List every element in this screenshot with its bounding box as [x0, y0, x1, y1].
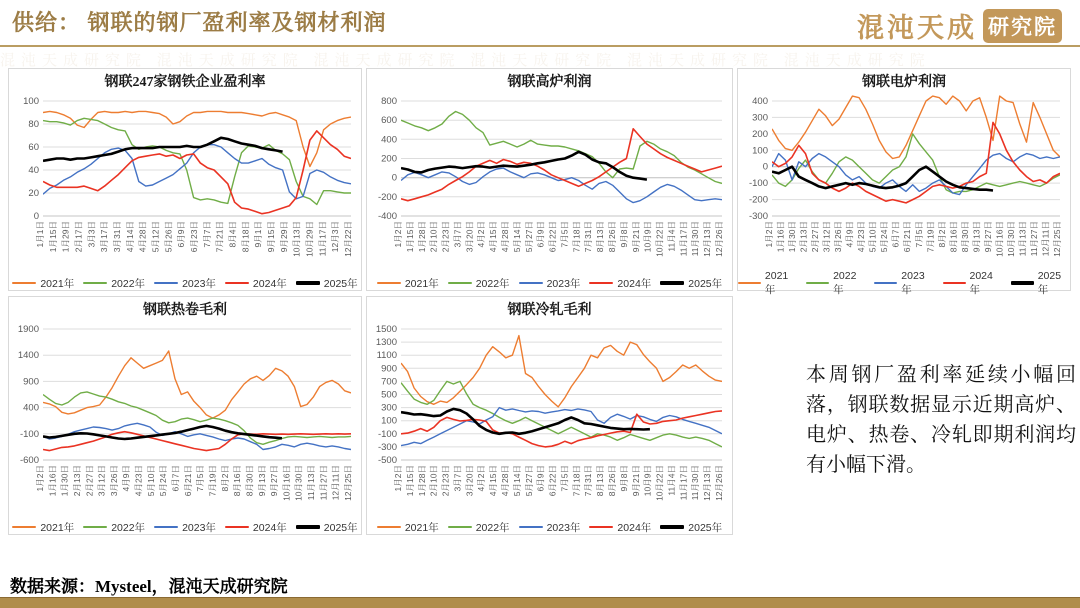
svg-text:8月13日: 8月13日 [595, 221, 606, 253]
legend-swatch [83, 282, 107, 285]
svg-text:7月21日: 7月21日 [214, 221, 225, 253]
legend-label: 2022年 [475, 277, 510, 290]
legend-swatch [377, 282, 401, 285]
svg-text:4月9日: 4月9日 [844, 221, 855, 248]
legend-label: 2023年 [546, 521, 581, 534]
svg-text:100: 100 [752, 145, 768, 157]
chart-electric-furnace-profit [737, 68, 1071, 296]
svg-text:12月26日: 12月26日 [714, 221, 724, 257]
svg-text:11月13日: 11月13日 [1017, 221, 1028, 257]
svg-text:5月24日: 5月24日 [879, 221, 890, 253]
svg-text:12月26日: 12月26日 [714, 465, 724, 501]
svg-text:5月12日: 5月12日 [150, 221, 161, 253]
svg-text:-400: -400 [377, 211, 397, 222]
legend-swatch [377, 526, 401, 529]
svg-text:8月4日: 8月4日 [227, 221, 238, 248]
svg-text:7月5日: 7月5日 [559, 465, 570, 492]
legend-label: 2025年 [688, 277, 723, 290]
svg-text:9月8日: 9月8日 [618, 465, 629, 492]
svg-text:8月2日: 8月2日 [936, 221, 947, 248]
legend-item [660, 520, 722, 535]
chart-canvas [9, 323, 359, 512]
svg-text:4月9日: 4月9日 [121, 465, 132, 492]
svg-text:60: 60 [28, 142, 39, 153]
svg-text:9月21日: 9月21日 [630, 221, 641, 253]
svg-text:6月9日: 6月9日 [535, 221, 546, 248]
svg-text:3月7日: 3月7日 [452, 465, 463, 492]
commentary-text: 本周钢厂盈利率延续小幅回落，钢联数据显示近期高炉、电炉、热卷、冷轧即期利润均有小幅下滑。 [806, 364, 1076, 476]
svg-text:1400: 1400 [17, 350, 39, 362]
svg-text:11月27日: 11月27日 [318, 465, 329, 501]
legend-swatch [448, 526, 472, 529]
svg-text:400: 400 [23, 402, 39, 414]
svg-text:4月23日: 4月23日 [133, 465, 144, 497]
svg-text:8月13日: 8月13日 [595, 465, 606, 497]
svg-text:9月27日: 9月27日 [982, 221, 993, 253]
svg-text:1月16日: 1月16日 [47, 465, 58, 497]
svg-text:6月23日: 6月23日 [189, 221, 199, 253]
legend-swatch [1011, 281, 1034, 285]
svg-text:2月27日: 2月27日 [84, 465, 95, 497]
legend-item [154, 520, 216, 535]
legend-swatch [738, 282, 761, 285]
svg-text:9月21日: 9月21日 [630, 465, 641, 497]
svg-text:11月30日: 11月30日 [690, 465, 701, 501]
legend-swatch [519, 282, 543, 285]
chart-canvas [9, 95, 359, 268]
svg-text:6月21日: 6月21日 [182, 465, 193, 497]
svg-text:7月18日: 7月18日 [571, 221, 582, 253]
chart-legend [9, 517, 361, 537]
svg-text:12月11日: 12月11日 [330, 465, 341, 501]
svg-text:10月16日: 10月16日 [994, 221, 1005, 257]
svg-text:1月15日: 1月15日 [404, 465, 415, 497]
legend-label: 2024年 [252, 277, 287, 290]
svg-text:5月24日: 5月24日 [158, 465, 169, 497]
svg-text:3月31日: 3月31日 [112, 221, 122, 253]
svg-text:-500: -500 [377, 455, 397, 466]
svg-text:3月20日: 3月20日 [464, 221, 475, 253]
header-divider [0, 45, 1080, 47]
legend-swatch [296, 525, 320, 529]
legend-item [83, 276, 145, 291]
svg-text:5月27日: 5月27日 [523, 465, 534, 497]
svg-text:4月2日: 4月2日 [476, 465, 487, 492]
svg-text:40: 40 [28, 165, 39, 176]
svg-text:-200: -200 [377, 191, 397, 203]
legend-item [660, 276, 722, 291]
legend-item [154, 276, 216, 291]
svg-text:400: 400 [752, 96, 768, 107]
svg-text:8月18日: 8月18日 [240, 220, 251, 253]
chart-title: 钢联电炉利润 [862, 75, 946, 90]
svg-text:2月13日: 2月13日 [798, 221, 809, 253]
svg-text:5月27日: 5月27日 [523, 221, 534, 253]
legend-label: 2024年 [617, 521, 652, 534]
svg-text:2月23日: 2月23日 [440, 221, 451, 253]
footer-bar [0, 597, 1080, 608]
svg-text:1100: 1100 [376, 350, 397, 362]
svg-text:12月22日: 12月22日 [343, 221, 353, 257]
data-source: 数据来源：Mysteel，混沌天成研究院 [10, 577, 288, 596]
svg-text:9月13日: 9月13日 [971, 221, 982, 253]
legend-label: 2021年 [40, 277, 75, 290]
svg-text:8月30日: 8月30日 [959, 220, 970, 253]
svg-text:1月30日: 1月30日 [59, 465, 70, 497]
svg-text:1月1日: 1月1日 [35, 221, 45, 248]
svg-text:80: 80 [28, 119, 39, 130]
svg-text:4月15日: 4月15日 [488, 465, 499, 497]
legend-item [12, 520, 74, 535]
svg-text:-100: -100 [377, 428, 397, 440]
svg-text:2月17日: 2月17日 [73, 221, 84, 253]
svg-text:3月12日: 3月12日 [96, 465, 107, 497]
svg-text:200: 200 [752, 128, 768, 140]
svg-text:4月28日: 4月28日 [137, 221, 148, 253]
legend-item [1011, 270, 1070, 297]
svg-text:12月25日: 12月25日 [1052, 221, 1062, 257]
svg-text:10月30日: 10月30日 [293, 465, 304, 501]
svg-text:7月7日: 7月7日 [201, 221, 212, 248]
svg-text:4月23日: 4月23日 [856, 221, 867, 253]
svg-text:100: 100 [23, 96, 39, 107]
svg-text:2月27日: 2月27日 [810, 221, 821, 253]
svg-text:6月22日: 6月22日 [547, 221, 558, 253]
svg-text:9月8日: 9月8日 [618, 221, 629, 248]
svg-text:0: 0 [33, 211, 39, 222]
chart-hot-rolled-margin [8, 296, 362, 535]
legend-item [225, 520, 287, 535]
legend-label: 2025年 [1037, 269, 1062, 296]
svg-text:11月4日: 11月4日 [666, 221, 677, 252]
svg-text:-300: -300 [377, 441, 397, 453]
svg-text:7月5日: 7月5日 [195, 465, 206, 492]
svg-text:1月28日: 1月28日 [416, 465, 427, 497]
svg-text:11月13日: 11月13日 [306, 465, 316, 501]
svg-text:5月26日: 5月26日 [163, 221, 174, 253]
chart-title: 钢联高炉利润 [507, 75, 592, 90]
svg-text:9月15日: 9月15日 [266, 221, 276, 253]
legend-label: 2023年 [901, 269, 925, 296]
svg-text:1月29日: 1月29日 [60, 221, 71, 253]
svg-text:12月13日: 12月13日 [702, 465, 713, 501]
svg-text:8月26日: 8月26日 [607, 221, 617, 253]
svg-text:11月4日: 11月4日 [666, 465, 677, 496]
svg-text:1月2日: 1月2日 [764, 221, 774, 248]
svg-text:2月13日: 2月13日 [72, 465, 82, 497]
svg-text:1月2日: 1月2日 [393, 221, 403, 248]
svg-text:5月10日: 5月10日 [145, 465, 156, 497]
svg-text:3月12日: 3月12日 [821, 221, 832, 253]
svg-text:100: 100 [381, 415, 397, 427]
legend-swatch [448, 282, 472, 285]
chart-legend [367, 517, 732, 537]
svg-text:8月16日: 8月16日 [232, 465, 243, 497]
svg-text:12月11日: 12月11日 [1040, 221, 1051, 257]
svg-text:9月29日: 9月29日 [278, 221, 289, 253]
legend-item [296, 520, 358, 535]
legend-label: 2024年 [617, 277, 652, 290]
svg-text:10月16日: 10月16日 [281, 465, 292, 501]
svg-text:10月30日: 10月30日 [1005, 221, 1016, 257]
svg-text:9月1日: 9月1日 [253, 221, 264, 248]
svg-text:6月22日: 6月22日 [547, 465, 558, 497]
legend-label: 2023年 [182, 521, 216, 534]
legend-item [519, 276, 581, 291]
svg-text:1300: 1300 [375, 337, 397, 349]
svg-text:3月20日: 3月20日 [464, 465, 475, 497]
svg-text:800: 800 [381, 96, 397, 107]
svg-text:700: 700 [381, 376, 397, 388]
legend-label: 2023年 [182, 277, 216, 290]
svg-text:6月9日: 6月9日 [535, 465, 546, 492]
legend-swatch [225, 526, 249, 529]
svg-text:7月5日: 7月5日 [559, 221, 570, 248]
legend-item [12, 276, 74, 291]
legend-label: 2024年 [252, 521, 287, 534]
chart-legend [367, 273, 732, 293]
legend-swatch [660, 525, 684, 529]
svg-text:4月15日: 4月15日 [488, 221, 499, 253]
svg-text:12月3日: 12月3日 [330, 221, 341, 253]
svg-text:3月3日: 3月3日 [86, 221, 97, 248]
chart-legend [738, 269, 1070, 296]
legend-swatch [12, 282, 36, 285]
svg-text:10月9日: 10月9日 [642, 221, 653, 253]
svg-text:-600: -600 [19, 455, 39, 466]
svg-text:900: 900 [23, 376, 39, 388]
svg-text:0: 0 [391, 172, 397, 184]
svg-text:300: 300 [381, 402, 397, 414]
company-logo [857, 6, 1062, 45]
svg-text:8月16日: 8月16日 [948, 221, 959, 253]
svg-text:500: 500 [381, 389, 397, 401]
legend-swatch [296, 281, 320, 285]
svg-text:10月22日: 10月22日 [654, 221, 665, 257]
svg-text:11月30日: 11月30日 [690, 221, 701, 257]
chart-canvas [367, 323, 730, 512]
svg-text:7月31日: 7月31日 [583, 465, 594, 497]
svg-text:1500: 1500 [375, 324, 397, 335]
legend-label: 2023年 [546, 277, 581, 290]
legend-label: 2021年 [40, 521, 75, 534]
svg-text:-300: -300 [748, 211, 768, 222]
svg-text:12月13日: 12月13日 [702, 221, 713, 257]
svg-text:2月10日: 2月10日 [428, 221, 439, 253]
legend-swatch [225, 282, 249, 285]
chart-title: 钢联247家钢铁企业盈利率 [104, 75, 266, 90]
svg-text:2月10日: 2月10日 [428, 465, 439, 497]
chart-title: 钢联冷轧毛利 [507, 303, 592, 318]
svg-text:4月2日: 4月2日 [476, 221, 487, 248]
svg-text:1900: 1900 [17, 324, 39, 335]
svg-text:6月7日: 6月7日 [890, 221, 901, 248]
svg-text:4月14日: 4月14日 [124, 221, 135, 253]
svg-text:9月13日: 9月13日 [256, 465, 267, 497]
legend-label: 2022年 [111, 521, 146, 534]
svg-text:400: 400 [381, 134, 397, 146]
svg-text:3月17日: 3月17日 [99, 221, 110, 253]
svg-text:5月10日: 5月10日 [867, 221, 878, 253]
svg-text:3月26日: 3月26日 [108, 465, 119, 497]
svg-text:1月28日: 1月28日 [416, 221, 427, 253]
legend-swatch [589, 282, 613, 285]
legend-item [589, 276, 651, 291]
svg-text:11月27日: 11月27日 [1029, 221, 1039, 257]
svg-text:3月7日: 3月7日 [452, 221, 463, 248]
legend-item [738, 270, 797, 297]
legend-item [806, 270, 865, 297]
legend-swatch [874, 282, 897, 285]
svg-text:-200: -200 [748, 194, 768, 206]
legend-swatch [154, 526, 178, 529]
legend-label: 2022年 [475, 521, 510, 534]
svg-text:9月27日: 9月27日 [269, 465, 280, 497]
legend-swatch [806, 282, 829, 285]
svg-text:10月13日: 10月13日 [291, 221, 302, 257]
legend-label: 2025年 [688, 521, 723, 534]
svg-text:10月9日: 10月9日 [642, 465, 653, 497]
legend-item [448, 276, 510, 291]
legend-item [589, 520, 651, 535]
legend-label: 2021年 [404, 277, 439, 290]
svg-text:10月29日: 10月29日 [304, 221, 315, 257]
chart-canvas [367, 95, 730, 268]
svg-text:5月14日: 5月14日 [511, 221, 522, 253]
svg-text:200: 200 [381, 153, 397, 165]
svg-text:1月2日: 1月2日 [393, 465, 403, 492]
svg-text:6月21日: 6月21日 [902, 221, 913, 253]
legend-item [225, 276, 287, 291]
legend-item [83, 520, 145, 535]
watermark-text: 混沌天成研究院 混沌天成研究院 混沌天成研究院 混沌天成研究院 混沌天成研究院 混沌天成研究院 [0, 53, 931, 67]
svg-text:2月23日: 2月23日 [440, 465, 451, 497]
svg-text:7月5日: 7月5日 [913, 221, 924, 248]
chart-legend [9, 273, 361, 293]
svg-text:600: 600 [381, 115, 397, 127]
svg-text:12月25日: 12月25日 [343, 465, 353, 501]
legend-item [519, 520, 581, 535]
legend-label: 2021年 [764, 269, 789, 296]
legend-label: 2022年 [111, 277, 146, 290]
svg-text:20: 20 [28, 188, 39, 199]
legend-swatch [83, 526, 107, 529]
svg-text:1月30日: 1月30日 [787, 221, 797, 253]
logo-brand-text: 混沌天成 [857, 13, 977, 43]
svg-text:8月26日: 8月26日 [607, 465, 617, 497]
svg-text:3月26日: 3月26日 [833, 221, 844, 253]
svg-text:7月19日: 7月19日 [925, 221, 936, 253]
logo-suffix-badge: 研究院 [983, 9, 1062, 43]
legend-swatch [943, 282, 966, 285]
chart-title: 钢联热卷毛利 [143, 303, 227, 318]
chart-cold-rolled-margin [366, 296, 733, 535]
svg-text:10月22日: 10月22日 [654, 465, 665, 501]
chart-blast-furnace-profit [366, 68, 733, 291]
legend-item [448, 520, 510, 535]
svg-text:1月16日: 1月16日 [775, 221, 786, 253]
page-title: 供给： 钢联的钢厂盈利率及钢材利润 [12, 10, 387, 35]
svg-text:0: 0 [762, 161, 768, 173]
svg-text:300: 300 [752, 112, 768, 124]
svg-text:6月9日: 6月9日 [176, 221, 187, 248]
svg-text:6月7日: 6月7日 [170, 465, 181, 492]
legend-label: 2021年 [404, 521, 439, 534]
svg-text:1月15日: 1月15日 [404, 221, 415, 253]
svg-text:1月2日: 1月2日 [35, 465, 45, 492]
svg-text:8月30日: 8月30日 [244, 465, 255, 497]
legend-swatch [660, 281, 684, 285]
svg-text:4月28日: 4月28日 [500, 465, 510, 497]
chart-profit-rate-247 [8, 68, 362, 291]
svg-text:5月14日: 5月14日 [511, 465, 522, 497]
legend-item [296, 276, 358, 291]
legend-label: 2024年 [969, 269, 993, 296]
svg-text:1月15日: 1月15日 [47, 221, 58, 253]
svg-text:-100: -100 [19, 428, 39, 440]
svg-text:-100: -100 [748, 178, 768, 190]
svg-text:7月31日: 7月31日 [583, 221, 594, 253]
svg-text:11月17日: 11月17日 [678, 465, 689, 501]
legend-label: 2022年 [833, 269, 857, 296]
chart-canvas [738, 95, 1068, 268]
legend-swatch [589, 526, 613, 529]
legend-swatch [12, 526, 36, 529]
svg-text:900: 900 [381, 363, 397, 375]
svg-text:8月2日: 8月2日 [219, 465, 230, 492]
svg-text:7月18日: 7月18日 [571, 465, 582, 497]
legend-label: 2025年 [323, 521, 358, 534]
svg-text:11月17日: 11月17日 [317, 221, 328, 257]
legend-item [874, 270, 933, 297]
svg-text:4月28日: 4月28日 [500, 221, 510, 253]
legend-label: 2025年 [323, 277, 358, 290]
legend-item [377, 520, 439, 535]
legend-swatch [519, 526, 543, 529]
svg-text:11月17日: 11月17日 [678, 221, 689, 257]
svg-text:7月19日: 7月19日 [207, 465, 218, 497]
legend-item [377, 276, 439, 291]
legend-item [943, 270, 1002, 297]
legend-swatch [154, 282, 178, 285]
